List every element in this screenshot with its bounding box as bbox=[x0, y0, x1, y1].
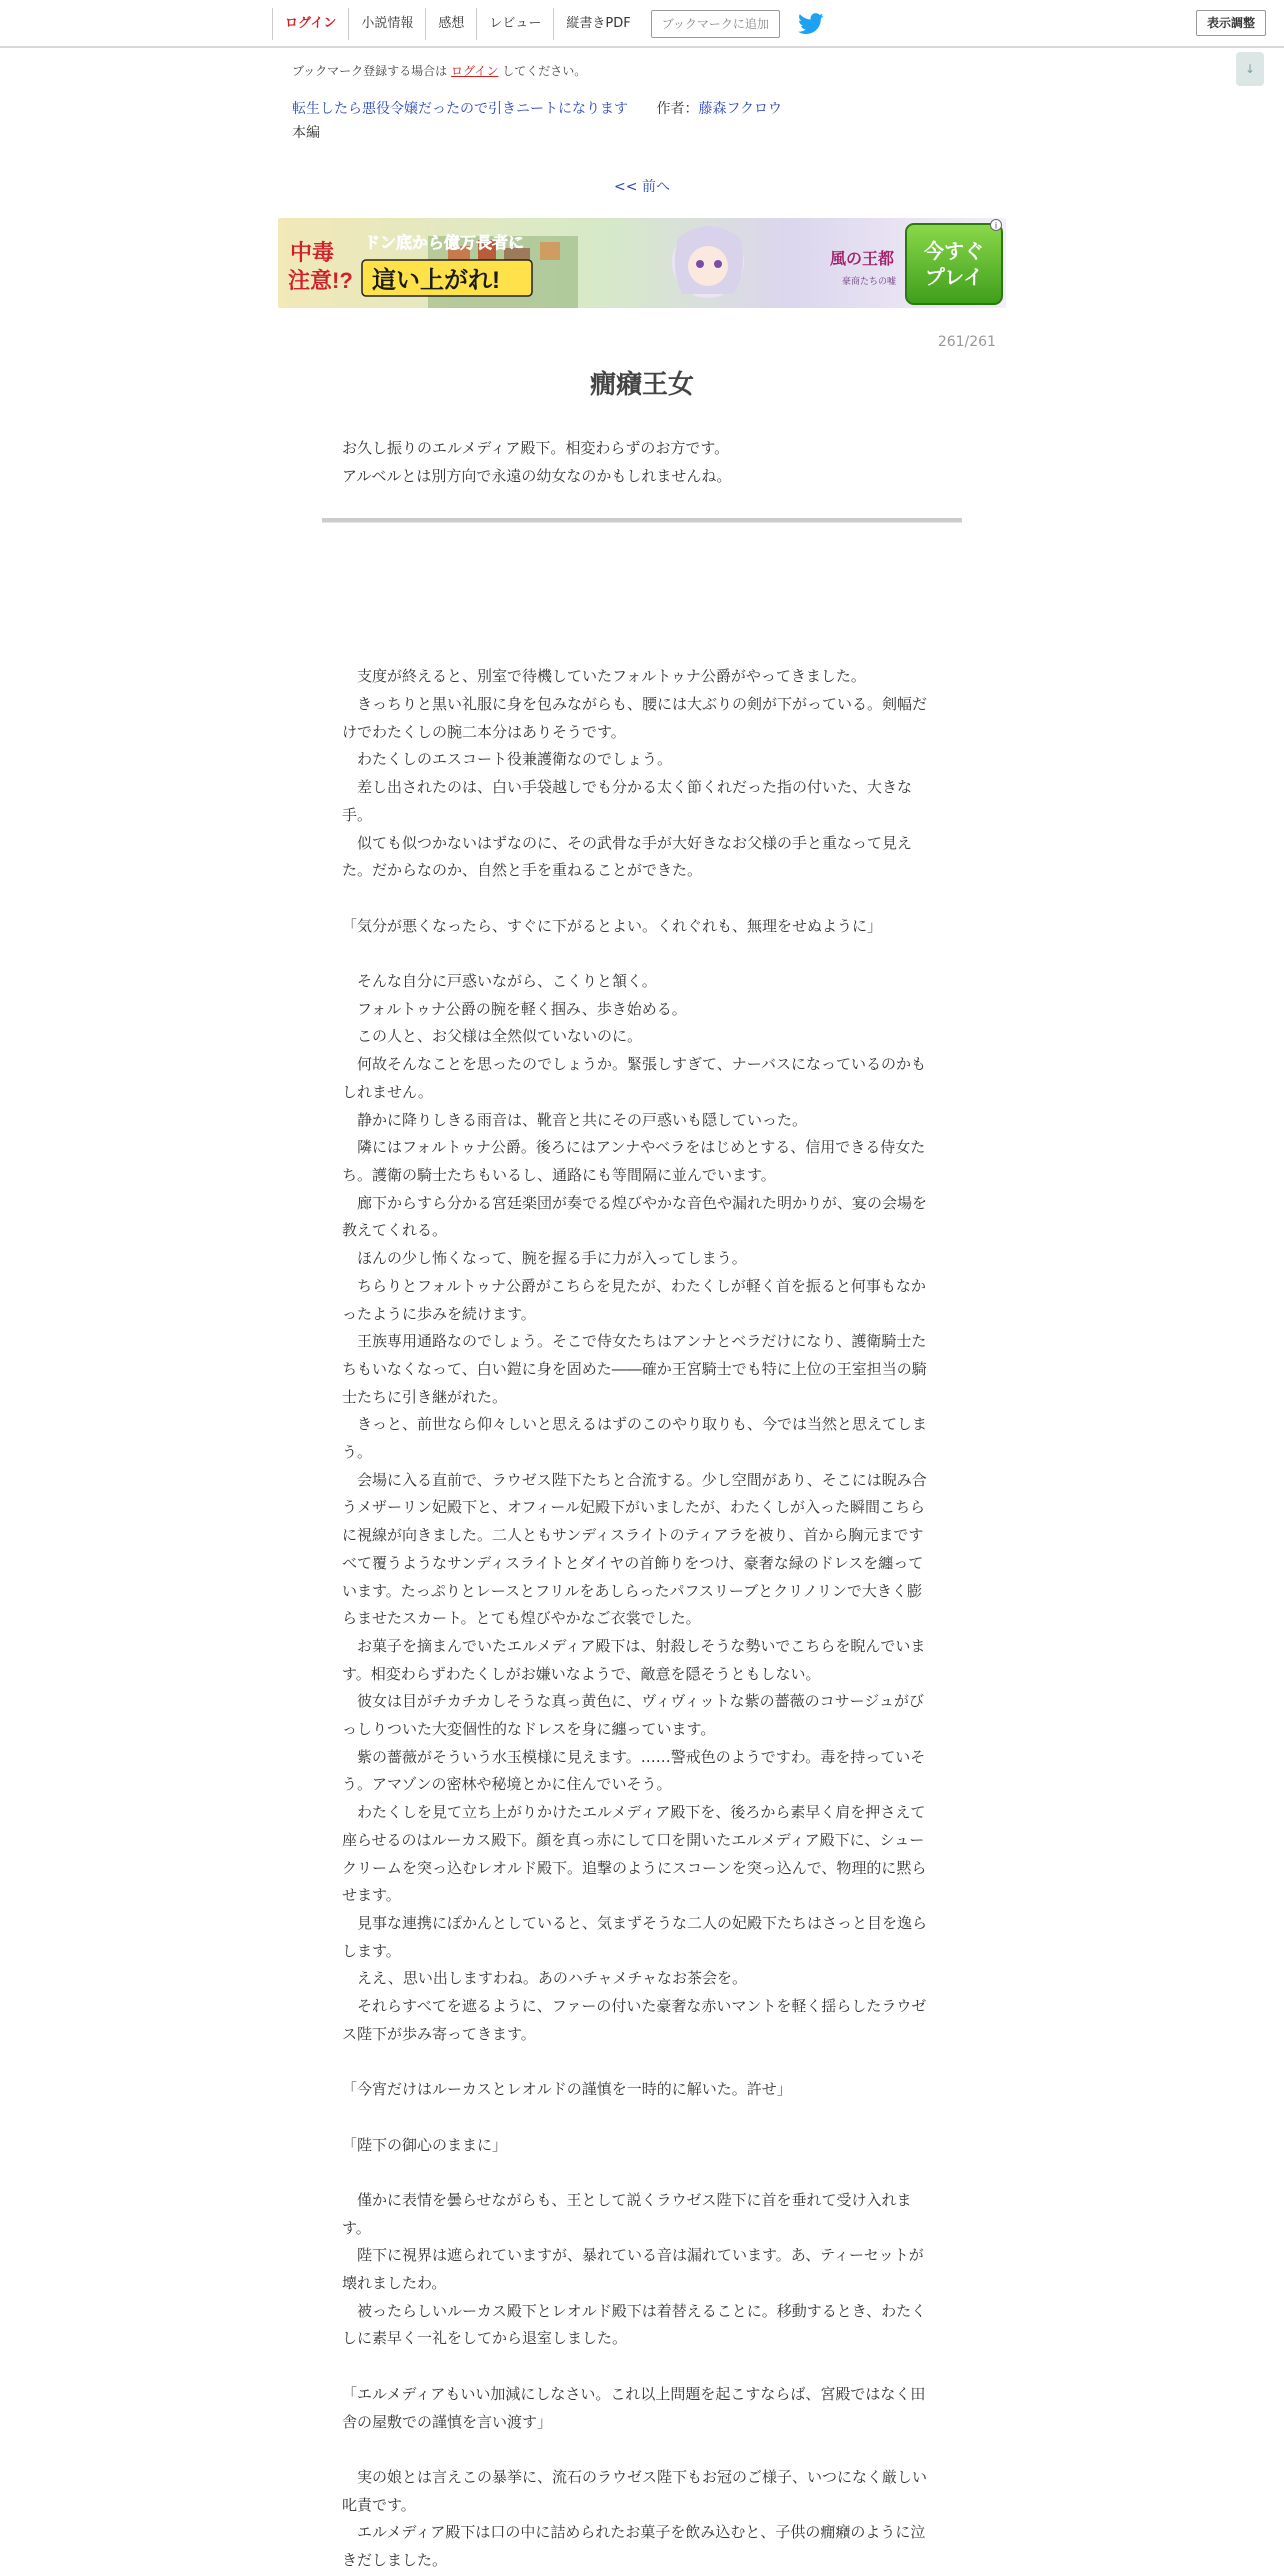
ad-cta-line2: プレイ bbox=[924, 267, 984, 289]
body-paragraph: 被ったらしいルーカス殿下とレオルド殿下は着替えることに。移動するとき、わたくしに素早く一礼をしてから退室しました。 bbox=[342, 2301, 927, 2348]
ad-logo-text: 風の王都 bbox=[830, 249, 895, 268]
body-paragraph: 「今宵だけはルーカスとレオルドの謹慎を一時的に解いた。許せ」 bbox=[342, 2080, 792, 2099]
bookmark-notice-text: ブックマーク登録する場合は bbox=[292, 64, 448, 78]
body-paragraph bbox=[342, 2104, 936, 2132]
scroll-down-button[interactable]: ↓ bbox=[1236, 52, 1264, 86]
body-paragraph: 隣にはフォルトゥナ公爵。後ろにはアンナやベラをはじめとする、信用できる侍女たち。護衛の騎士たちもいるし、通路にも等間隔に並んでいます。 bbox=[342, 1138, 926, 1184]
body-paragraph: フォルトゥナ公爵の腕を軽く掴み、歩き始める。 bbox=[342, 999, 687, 1018]
ad-text-left-1: 中毒 bbox=[290, 240, 335, 265]
body-paragraph bbox=[342, 940, 936, 968]
body-paragraph: 見事な連携にぽかんとしていると、気まずそうな二人の妃殿下たちはさっと目を逸らします。 bbox=[342, 1913, 928, 1960]
body-paragraph: 陛下に視界は遮られていますが、暴れている音は漏れています。あ、ティーセットが壊れましたわ。 bbox=[342, 2246, 924, 2293]
body-paragraph: この人と、お父様は全然似ていないのに。 bbox=[342, 1027, 643, 1046]
bookmark-notice-text-after: してください。 bbox=[502, 64, 587, 78]
body-paragraph: 会場に入る直前で、ラウゼス陛下たちと合流する。少し空間があり、そこには睨み合うメザーリン妃殿下と、オフィール妃殿下がいましたが、わたくしが入った瞬間こちらに視線が向きました。二人ともサンディスライトのティアラを被り、首から胸元まですべて覆うようなサンディスライトとダイヤの首飾りをつけ、豪奢な緑のドレスを纏っています。たっぷりとレースとフリルをあしらったパフスリーブとクリノリンで大きく膨らませたスカート。とても煌びやかなご衣裳でした。 bbox=[342, 1470, 927, 1628]
prev-page-link[interactable]: << 前へ bbox=[614, 179, 670, 195]
author-link[interactable]: 藤森フクロウ bbox=[698, 101, 783, 117]
novel-body bbox=[342, 608, 936, 2568]
body-paragraph: 「エルメディアもいい加減にしなさい。これ以上問題を起こすならば、宮殿ではなく田舎の屋敷での謹慎を言い渡す」 bbox=[342, 2384, 926, 2431]
ad-text-left-2: 注意!? bbox=[288, 268, 353, 293]
add-bookmark-button[interactable]: ブックマークに追加 bbox=[651, 10, 780, 38]
author-label: 作者： bbox=[656, 101, 699, 117]
review-link[interactable]: レビュー bbox=[476, 8, 553, 40]
body-paragraph: 彼女は目がチカチカしそうな真っ黄色に、ヴィヴィットな紫の薔薇のコサージュがびっしりついた大変個性的なドレスを身に纏っています。 bbox=[342, 1692, 925, 1739]
ad-logo-subtext: 豪商たちの嘘 bbox=[842, 276, 897, 286]
ad-cta-line1: 今すぐ bbox=[924, 241, 984, 263]
top-navigation-bar bbox=[0, 0, 1284, 48]
novel-header bbox=[292, 98, 782, 118]
preface-divider bbox=[322, 518, 962, 523]
body-paragraph: 王族専用通路なのでしょう。そこで侍女たちはアンナとベラだけになり、護衛騎士たちもいなくなって、白い鎧に身を固めた――確か王宮騎士でも特に上位の王室担当の騎士たちに引き継がれた。 bbox=[342, 1332, 927, 1406]
body-paragraph: 似ても似つかないはずなのに、その武骨な手が大好きなお父様の手と重なって見えた。だからなのか、自然と手を重ねることができた。 bbox=[342, 833, 913, 880]
body-paragraph: ええ、思い出しますわね。あのハチャメチャなお茶会を。 bbox=[342, 1969, 748, 1988]
twitter-icon[interactable] bbox=[798, 13, 824, 35]
body-paragraph: ちらりとフォルトゥナ公爵がこちらを見たが、わたくしが軽く首を振ると何事もなかったように歩みを続けます。 bbox=[342, 1276, 926, 1323]
body-paragraph bbox=[342, 2159, 936, 2187]
game-ad-banner[interactable] bbox=[278, 218, 1006, 308]
body-paragraph: 紫の薔薇がそういう水玉模様に見えます。……警戒色のようですわ。毒を持っていそう。アマゾンの密林や秘境とかに住んでいそう。 bbox=[342, 1747, 926, 1794]
body-paragraph: ほんの少し怖くなって、腕を握る手に力が入ってしまう。 bbox=[342, 1249, 747, 1268]
ad-info-icon[interactable]: i bbox=[995, 220, 997, 231]
body-paragraph bbox=[342, 885, 936, 913]
preface bbox=[342, 434, 942, 490]
body-paragraph: きっと、前世なら仰々しいと思えるはずのこのやり取りも、今では当然と思えてしまう。 bbox=[342, 1415, 928, 1462]
body-paragraph: 僅かに表情を曇らせながらも、王として説くラウゼス陛下に首を垂れて受け入れます。 bbox=[342, 2190, 912, 2237]
login-link[interactable]: ログイン bbox=[272, 8, 348, 40]
preface-line: アルベルとは別方向で永遠の幼女なのかもしれませんね。 bbox=[342, 467, 732, 485]
body-paragraph: 差し出されたのは、白い手袋越しでも分かる太く節くれだった指の付いた、大きな手。 bbox=[342, 778, 913, 824]
vertical-pdf-link[interactable]: 縦書きPDF bbox=[553, 8, 642, 40]
body-paragraph: わたくしのエスコート役兼護衛なのでしょう。 bbox=[342, 750, 673, 769]
bookmark-notice bbox=[292, 62, 586, 79]
body-paragraph bbox=[342, 2353, 936, 2381]
body-paragraph bbox=[342, 2049, 936, 2077]
chapter-subtitle: 癇癪王女 bbox=[589, 370, 694, 400]
body-paragraph bbox=[342, 636, 936, 664]
page-number: 261/261 bbox=[937, 334, 996, 350]
body-paragraph: お菓子を摘まんでいたエルメディア殿下は、射殺しそうな勢いでこちらを睨んでいます。相変わらずわたくしがお嫌いなようで、敵意を隠そうともしない。 bbox=[342, 1636, 926, 1683]
body-paragraph: 廊下からすら分かる宮廷楽団が奏でる煌びやかな音色や漏れた明かりが、宴の会場を教えてくれる。 bbox=[342, 1193, 928, 1240]
body-paragraph: 実の娘とは言えこの暴挙に、流石のラウゼス陛下もお冠のご様子、いつになく厳しい叱責です。 bbox=[342, 2467, 928, 2514]
display-settings-button[interactable]: 表示調整 bbox=[1196, 10, 1266, 36]
top-nav-links bbox=[272, 8, 824, 40]
chapter-label: 本編 bbox=[292, 125, 320, 141]
body-paragraph: 静かに降りしきる雨音は、靴音と共にその戸惑いも隠していった。 bbox=[342, 1110, 808, 1129]
body-paragraph: きっちりと黒い礼服に身を包みながらも、腰には大ぶりの剣が下がっている。剣幅だけでわたくしの腕二本分はありそうです。 bbox=[342, 695, 928, 741]
novel-title-link[interactable]: 転生したら悪役令嬢だったので引きニートになります bbox=[292, 101, 628, 117]
body-paragraph: それらすべてを遮るように、ファーの付いた豪奢な赤いマントを軽く揺らしたラウゼス陛下が歩み寄ってきます。 bbox=[342, 1997, 927, 2043]
body-paragraph: 何故そんなことを思ったのでしょうか。緊張しすぎて、ナーバスになっているのかもしれません。 bbox=[342, 1055, 926, 1101]
body-paragraph bbox=[342, 608, 936, 636]
body-paragraph: 「気分が悪くなったら、すぐに下がるとよい。くれぐれも、無理をせぬように」 bbox=[342, 916, 883, 935]
ad-text-main: 這い上がれ! bbox=[372, 267, 500, 294]
body-paragraph: エルメディア殿下は口の中に詰められたお菓子を飲み込むと、子供の癇癪のように泣きだしました。 bbox=[342, 2523, 926, 2568]
preface-line: お久し振りのエルメディア殿下。相変わらずのお方です。 bbox=[342, 439, 730, 457]
impressions-link[interactable]: 感想 bbox=[425, 8, 476, 40]
novel-info-link[interactable]: 小説情報 bbox=[348, 8, 425, 40]
ad-banner-graphic bbox=[278, 218, 1006, 308]
body-paragraph: 支度が終えると、別室で待機していたフォルトゥナ公爵がやってきました。 bbox=[342, 667, 866, 686]
body-paragraph: 「陛下の御心のままに」 bbox=[342, 2135, 508, 2154]
ad-text-top: ドン底から億万長者に bbox=[364, 235, 525, 252]
body-paragraph: そんな自分に戸惑いながら、こくりと頷く。 bbox=[342, 972, 657, 991]
bookmark-login-link[interactable]: ログイン bbox=[451, 64, 499, 78]
body-paragraph bbox=[342, 2436, 936, 2464]
body-paragraph: わたくしを見て立ち上がりかけたエルメディア殿下を、後ろから素早く肩を押さえて座らせるのはルーカス殿下。顔を真っ赤にして口を開いたエルメディア殿下に、シュークリームを突っ込むレオルド殿下。追撃のようにスコーンを突っ込んで、物理的に黙らせます。 bbox=[342, 1803, 927, 1905]
